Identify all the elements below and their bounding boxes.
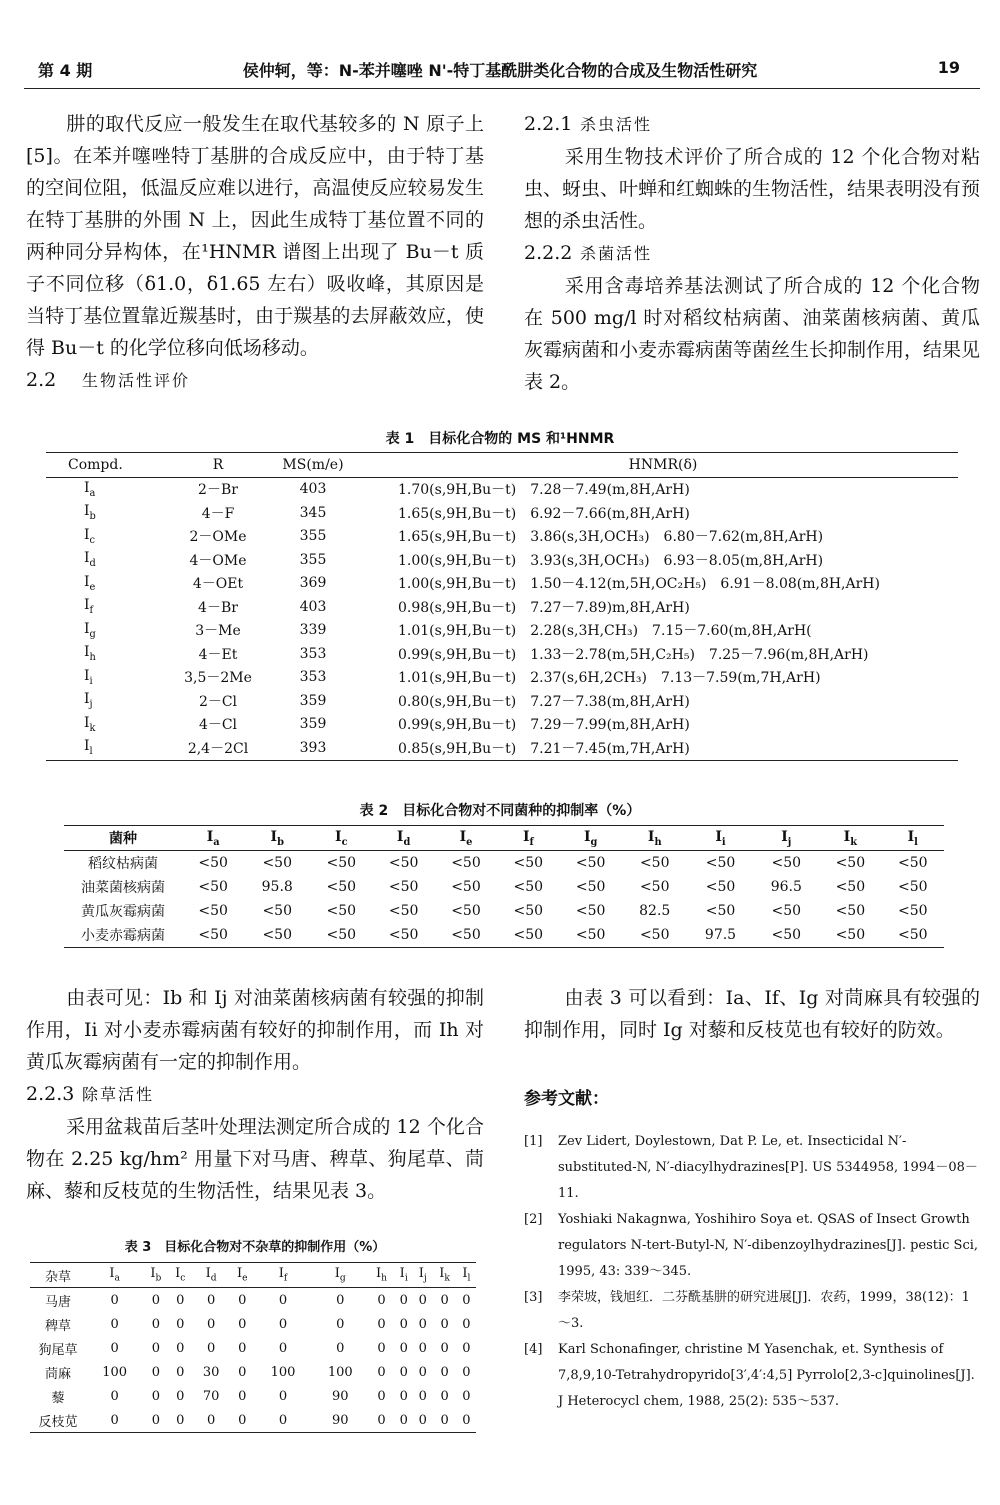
table1-header: Compd. bbox=[68, 456, 123, 473]
table1-header: HNMR(δ) bbox=[628, 456, 698, 473]
table1-caption: 表 1 目标化合物的 MS 和¹HNMR bbox=[385, 431, 615, 447]
table1-cell: $I_b$ bbox=[84, 503, 96, 523]
table3-cell: 0 bbox=[176, 1388, 185, 1404]
table3-cell: 90 bbox=[331, 1412, 349, 1428]
table1 bbox=[46, 452, 958, 761]
table2-header: $I_c$ bbox=[335, 828, 348, 848]
table1-header: R bbox=[212, 456, 224, 473]
table2-cell: <50 bbox=[835, 903, 866, 919]
table3-cell: 0 bbox=[278, 1340, 288, 1356]
right-column-bottom bbox=[524, 982, 980, 1415]
table1-row bbox=[46, 713, 958, 737]
table3-cell: 0 bbox=[151, 1364, 160, 1380]
table2-cell: <50 bbox=[897, 855, 928, 871]
table1-cell: 359 bbox=[299, 716, 327, 733]
table3-cell: 稗草 bbox=[44, 1318, 71, 1334]
table3-cell: 0 bbox=[377, 1316, 386, 1332]
table3-cell: 0 bbox=[206, 1412, 216, 1428]
table3-cell: 0 bbox=[151, 1388, 160, 1404]
table3-cell: 100 bbox=[102, 1364, 128, 1380]
table2-cell: <50 bbox=[897, 927, 928, 943]
table3-header: $I_a$ bbox=[109, 1266, 120, 1284]
fungicidal-discussion: 由表可见：Ib 和 Ij 对油菜菌核病菌有较强的抑制作用，Ii 对小麦赤霉病菌有较好的抑制作用，而 Ih 对黄瓜灰霉病菌有一定的抑制作用。 bbox=[26, 987, 484, 1073]
table1-cell: 0.80(s,9H,Bu－t) 7.27－7.38(m,8H,ArH) bbox=[398, 693, 690, 710]
table1-cell: 4－OEt bbox=[192, 576, 244, 593]
table2-cell: <50 bbox=[771, 927, 802, 943]
table2-row bbox=[64, 851, 944, 876]
table2-cell: <50 bbox=[513, 903, 544, 919]
table1-cell: 1.70(s,9H,Bu－t) 7.28－7.49(m,8H,ArH) bbox=[398, 482, 690, 499]
table3-cell: 0 bbox=[336, 1340, 345, 1356]
table2-cell: <50 bbox=[835, 855, 866, 871]
table1-row bbox=[46, 689, 958, 713]
table3-cell: 0 bbox=[418, 1388, 427, 1404]
table3-cell: 狗尾草 bbox=[38, 1342, 78, 1358]
table3-cell: 0 bbox=[462, 1412, 471, 1428]
table1-cell: 353 bbox=[299, 645, 327, 662]
table2-cell: <50 bbox=[575, 855, 606, 871]
reference-text: Zev Lidert, Doylestown, Dat P. Le, et. Insecticidal N′-substituted-N, N′-diacylhydrazines[P]. US 5344958, 1994－08－11. bbox=[558, 1134, 978, 1201]
table3-cell: 0 bbox=[399, 1388, 408, 1404]
table2-header: $I_f$ bbox=[522, 828, 534, 848]
table2-header: $I_a$ bbox=[206, 828, 220, 848]
table3-cell: 100 bbox=[327, 1364, 353, 1380]
table1-cell: $I_l$ bbox=[84, 738, 93, 758]
table3-cell: 0 bbox=[418, 1316, 427, 1332]
table3-cell: 0 bbox=[110, 1316, 119, 1332]
table3-cell: 0 bbox=[440, 1364, 449, 1380]
table3-cell: 马唐 bbox=[44, 1294, 71, 1310]
table2-header: $I_d$ bbox=[396, 828, 411, 848]
table2 bbox=[64, 825, 944, 948]
table1-cell: $I_k$ bbox=[84, 714, 96, 734]
left-column-bottom bbox=[26, 982, 484, 1207]
header-rule bbox=[24, 88, 980, 89]
table2-cell: <50 bbox=[513, 927, 544, 943]
table2-header: $I_k$ bbox=[843, 828, 858, 848]
table2-cell: <50 bbox=[451, 903, 481, 919]
table1-row bbox=[46, 525, 958, 549]
table2-cell: <50 bbox=[575, 927, 606, 943]
table3-cell: 0 bbox=[278, 1292, 288, 1308]
table1-cell: 2－OMe bbox=[189, 529, 247, 546]
table2-cell: <50 bbox=[198, 879, 228, 895]
table1-cell: 403 bbox=[299, 481, 327, 498]
table3-header: 杂草 bbox=[44, 1269, 71, 1285]
table1-header: MS(m/e) bbox=[282, 456, 344, 473]
table2-header: $I_g$ bbox=[583, 828, 598, 848]
table2-cell: <50 bbox=[513, 879, 544, 895]
table3-cell: 0 bbox=[278, 1316, 288, 1332]
table3-cell: 0 bbox=[151, 1292, 160, 1308]
table2-cell: 82.5 bbox=[639, 903, 671, 919]
table3-row bbox=[30, 1384, 476, 1408]
reference-item bbox=[524, 1285, 980, 1337]
reference-number: [3] bbox=[524, 1290, 543, 1305]
table1-cell: 4－Br bbox=[198, 599, 238, 616]
table3-cell: 0 bbox=[336, 1316, 345, 1332]
table1-cell: $I_c$ bbox=[84, 526, 96, 546]
table3-header: $I_d$ bbox=[205, 1266, 217, 1284]
table1-cell: $I_a$ bbox=[84, 479, 96, 499]
table2-cell: 油菜菌核病菌 bbox=[81, 880, 165, 896]
table3-cell: 0 bbox=[399, 1316, 408, 1332]
reference-number: [4] bbox=[524, 1342, 543, 1357]
table2-header: $I_i$ bbox=[715, 828, 726, 848]
table3-cell: 0 bbox=[151, 1340, 160, 1356]
table1-cell: 2,4－2Cl bbox=[187, 740, 249, 757]
table2-cell: <50 bbox=[388, 855, 419, 871]
table3-header: $I_b$ bbox=[150, 1266, 162, 1284]
table3-cell: 0 bbox=[418, 1364, 427, 1380]
reference-item bbox=[524, 1207, 980, 1285]
table3-cell: 0 bbox=[238, 1292, 247, 1308]
reference-number: [2] bbox=[524, 1212, 543, 1227]
table2-row bbox=[64, 875, 944, 899]
table3-caption: 表 3 目标化合物对不杂草的抑制作用（%） bbox=[124, 1240, 386, 1255]
table3 bbox=[30, 1262, 476, 1433]
table1-cell: $I_d$ bbox=[84, 550, 96, 570]
running-title: 侯仲轲，等：N-苯并噻唑 N'-特丁基酰肼类化合物的合成及生物活性研究 bbox=[242, 61, 758, 80]
isomer-paragraph: 肼的取代反应一般发生在取代基较多的 N 原子上[5]。在苯并噻唑特丁基肼的合成反应中，由于特丁基的空间位阻，低温反应难以进行，高温使反应较易发生在特丁基肼的外围 N 上，因此生成特丁基位置不同的两种同分异构体，在¹HNMR 谱图上出现了 Bu－t 质子不同位移（δ1.0，δ1.65 左右）吸收峰，其原因是当特丁基位置靠近羰基时，由于羰基的去屏蔽效应，使得 Bu－t 的化学位移向低场移动。 bbox=[26, 113, 484, 359]
table3-cell: 0 bbox=[377, 1412, 386, 1428]
reference-text: Yoshiaki Nakagnwa, Yoshihiro Soya et. QSAS of Insect Growth regulators N-tert-Butyl-N, N′-dibenzoylhydrazines[J]. pestic Sci, 1995, 43: 339～345. bbox=[558, 1212, 979, 1279]
table1-cell: 355 bbox=[299, 528, 327, 545]
table1-row bbox=[46, 572, 958, 596]
table2-header: 菌种 bbox=[109, 831, 137, 847]
table1-cell: 355 bbox=[299, 551, 327, 568]
table1-cell: 3,5－2Me bbox=[184, 670, 252, 687]
reference-item bbox=[524, 1129, 980, 1207]
table2-cell: <50 bbox=[326, 927, 357, 943]
reference-number: [1] bbox=[524, 1134, 543, 1149]
table2-cell: <50 bbox=[326, 879, 357, 895]
table3-cell: 0 bbox=[418, 1340, 427, 1356]
insecticidal-paragraph: 采用生物技术评价了所合成的 12 个化合物对粘虫、蚜虫、叶蝉和红蜘蛛的生物活性，结果表明没有预想的杀虫活性。 bbox=[524, 146, 981, 232]
table3-cell: 0 bbox=[462, 1316, 471, 1332]
table1-cell: $I_j$ bbox=[84, 691, 93, 711]
table3-cell: 0 bbox=[176, 1364, 185, 1380]
table1-cell: 339 bbox=[299, 622, 327, 639]
table1-row bbox=[46, 501, 958, 525]
table1-cell: 1.01(s,9H,Bu－t) 2.37(s,6H,2CH₃) 7.13－7.59(m,7H,ArH) bbox=[398, 670, 821, 687]
table2-cell: <50 bbox=[835, 927, 866, 943]
table3-cell: 0 bbox=[462, 1340, 471, 1356]
table1-cell: 1.65(s,9H,Bu－t) 6.92－7.66(m,8H,ArH) bbox=[398, 505, 690, 522]
table3-row bbox=[30, 1336, 476, 1360]
table1-cell: 1.00(s,9H,Bu－t) 1.50－4.12(m,5H,OC₂H₅) 6.91－8.08(m,8H,ArH) bbox=[398, 576, 880, 593]
table3-cell: 0 bbox=[440, 1412, 449, 1428]
references-heading: 参考文献： bbox=[524, 1089, 609, 1109]
table3-row bbox=[30, 1408, 476, 1432]
table1-cell: 393 bbox=[299, 739, 327, 756]
reference-text: 李荣坡，钱旭红．二芬酰基肼的研究进展[J]．农药，1999，38(12)：1～3. bbox=[558, 1290, 970, 1331]
table2-header: $I_j$ bbox=[781, 828, 792, 848]
reference-list bbox=[524, 1129, 980, 1415]
table2-row bbox=[64, 899, 944, 923]
table3-cell: 0 bbox=[151, 1412, 160, 1428]
table2-cell: 97.5 bbox=[704, 927, 737, 943]
table3-cell: 0 bbox=[110, 1388, 119, 1404]
table3-cell: 0 bbox=[399, 1412, 408, 1428]
table2-cell: <50 bbox=[705, 903, 736, 919]
table1-cell: 0.85(s,9H,Bu－t) 7.21－7.45(m,7H,ArH) bbox=[398, 740, 690, 757]
table2-cell: 小麦赤霉病菌 bbox=[81, 928, 165, 944]
table3-cell: 反枝苋 bbox=[38, 1414, 78, 1430]
table1-cell: 4－F bbox=[201, 505, 235, 522]
table3-cell: 0 bbox=[238, 1388, 247, 1404]
table1-row bbox=[46, 736, 958, 760]
table3-cell: 0 bbox=[206, 1292, 216, 1308]
table3-cell: 0 bbox=[110, 1412, 119, 1428]
table2-cell: <50 bbox=[705, 855, 736, 871]
table3-cell: 0 bbox=[418, 1292, 427, 1308]
table3-row bbox=[30, 1288, 476, 1313]
table2-cell: <50 bbox=[451, 855, 481, 871]
table2-cell: 95.8 bbox=[261, 879, 293, 895]
table1-cell: 369 bbox=[299, 575, 327, 592]
table3-cell: 0 bbox=[206, 1316, 216, 1332]
table2-cell: <50 bbox=[575, 903, 606, 919]
table2-cell: <50 bbox=[326, 855, 357, 871]
table3-header: $I_h$ bbox=[376, 1266, 387, 1284]
section-2-2-heading bbox=[26, 364, 484, 397]
table2-caption: 表 2 目标化合物对不同菌种的抑制率（%） bbox=[359, 803, 641, 819]
section-2-2-1-heading: 2.2.1 杀虫活性 bbox=[524, 113, 653, 135]
fungicidal-paragraph: 采用含毒培养基法测试了所合成的 12 个化合物在 500 mg/l 时对稻纹枯病菌、油菜菌核病菌、黄瓜灰霉病菌和小麦赤霉病菌等菌丝生长抑制作用，结果见表 2。 bbox=[524, 275, 981, 393]
table3-cell: 0 bbox=[238, 1364, 247, 1380]
table3-header: $I_l$ bbox=[462, 1266, 471, 1284]
table3-cell: 0 bbox=[440, 1292, 449, 1308]
table3-cell: 90 bbox=[331, 1388, 349, 1404]
table1-cell: 4－Cl bbox=[198, 717, 238, 734]
issue-number: 第 4 期 bbox=[38, 61, 93, 80]
table1-cell: 3－Me bbox=[195, 623, 241, 640]
table2-cell: <50 bbox=[198, 903, 228, 919]
table3-row bbox=[30, 1360, 476, 1384]
table3-cell: 0 bbox=[377, 1364, 386, 1380]
table3-cell: 0 bbox=[377, 1340, 386, 1356]
table2-cell: <50 bbox=[388, 927, 419, 943]
table3-header: $I_g$ bbox=[334, 1266, 346, 1284]
herbicidal-paragraph: 采用盆栽苗后茎叶处理法测定所合成的 12 个化合物在 2.25 kg/hm² 用量下对马唐、稗草、狗尾草、茼麻、藜和反枝苋的生物活性，结果见表 3。 bbox=[26, 1116, 484, 1202]
table3-header: $I_j$ bbox=[418, 1266, 427, 1284]
table3-cell: 0 bbox=[176, 1292, 185, 1308]
table3-cell: 0 bbox=[462, 1292, 471, 1308]
table2-cell: <50 bbox=[835, 879, 866, 895]
table3-header: $I_c$ bbox=[175, 1266, 186, 1284]
table3-cell: 藜 bbox=[51, 1390, 65, 1406]
table3-cell: 0 bbox=[278, 1388, 288, 1404]
table3-cell: 0 bbox=[462, 1364, 471, 1380]
table3-cell: 70 bbox=[202, 1388, 220, 1404]
table3-header: $I_k$ bbox=[439, 1266, 450, 1284]
table1-cell: $I_i$ bbox=[84, 667, 93, 687]
table1-row bbox=[46, 477, 958, 501]
table3-cell: 0 bbox=[176, 1412, 185, 1428]
reference-text: Karl Schonafinger, christine M Yasenchak, et. Synthesis of 7,8,9,10-Tetrahydropyrido[3′,4′:4,5] Pyrrolo[2,3-c]quinolines[J]. J Heterocycl chem, 1988, 25(2): 535～537. bbox=[558, 1342, 975, 1409]
table3-header: $I_f$ bbox=[278, 1266, 288, 1284]
table2-cell: 黄瓜灰霉病菌 bbox=[81, 904, 165, 920]
table1-row bbox=[46, 619, 958, 643]
table2-cell: <50 bbox=[639, 855, 670, 871]
table1-cell: 403 bbox=[299, 598, 327, 615]
table1-cell: 1.00(s,9H,Bu－t) 3.93(s,3H,OCH₃) 6.93－8.05(m,8H,ArH) bbox=[398, 552, 824, 569]
table1-cell: 359 bbox=[299, 692, 327, 709]
table2-cell: <50 bbox=[326, 903, 357, 919]
table2-cell: <50 bbox=[198, 927, 228, 943]
table3-cell: 0 bbox=[377, 1388, 386, 1404]
table2-cell: <50 bbox=[388, 903, 419, 919]
table3-cell: 0 bbox=[399, 1340, 408, 1356]
table1-cell: 4－Et bbox=[198, 646, 238, 663]
table1-row bbox=[46, 666, 958, 690]
table2-cell: <50 bbox=[262, 903, 292, 919]
table3-cell: 0 bbox=[238, 1412, 247, 1428]
table2-header: $I_b$ bbox=[270, 828, 284, 848]
table1-row bbox=[46, 642, 958, 666]
table3-header: $I_i$ bbox=[399, 1266, 408, 1284]
right-column-top bbox=[524, 108, 980, 398]
table1-cell: $I_g$ bbox=[84, 620, 96, 640]
table1-cell: $I_e$ bbox=[84, 573, 96, 593]
table3-cell: 0 bbox=[278, 1412, 288, 1428]
reference-item bbox=[524, 1337, 980, 1415]
table1-row bbox=[46, 595, 958, 619]
left-column-top bbox=[26, 108, 484, 397]
table3-header: $I_e$ bbox=[237, 1266, 248, 1284]
table1-cell: 0.99(s,9H,Bu－t) 1.33－2.78(m,5H,C₂H₅) 7.25－7.96(m,8H,ArH) bbox=[398, 646, 869, 663]
table2-cell: <50 bbox=[198, 855, 228, 871]
section-title: 生物活性评价 bbox=[82, 371, 191, 390]
table2-cell: <50 bbox=[388, 879, 419, 895]
table1-cell: 1.01(s,9H,Bu－t) 2.28(s,3H,CH₃) 7.15－7.60(m,8H,ArH( bbox=[398, 623, 812, 640]
table2-cell: <50 bbox=[513, 855, 544, 871]
table3-cell: 0 bbox=[110, 1292, 119, 1308]
table1-cell: $I_h$ bbox=[84, 644, 96, 664]
table2-row bbox=[64, 923, 944, 947]
table3-cell: 0 bbox=[462, 1388, 471, 1404]
table2-cell: <50 bbox=[262, 855, 292, 871]
table3-cell: 0 bbox=[238, 1316, 247, 1332]
table2-cell: <50 bbox=[897, 903, 928, 919]
page-number: 19 bbox=[937, 58, 960, 77]
table2-cell: <50 bbox=[262, 927, 292, 943]
table3-cell: 0 bbox=[399, 1364, 408, 1380]
table3-cell: 0 bbox=[377, 1292, 386, 1308]
table1-cell: 4－OMe bbox=[189, 552, 247, 569]
table3-cell: 0 bbox=[238, 1340, 247, 1356]
table2-cell: 96.5 bbox=[770, 879, 802, 895]
table1-cell: $I_f$ bbox=[84, 597, 94, 617]
table3-cell: 0 bbox=[110, 1340, 119, 1356]
table1-cell: 1.65(s,9H,Bu－t) 3.86(s,3H,OCH₃) 6.80－7.62(m,8H,ArH) bbox=[398, 529, 824, 546]
section-number: 2.2 bbox=[26, 369, 57, 391]
table1-cell: 345 bbox=[299, 504, 327, 521]
table2-header: $I_l$ bbox=[907, 828, 918, 848]
table3-cell: 0 bbox=[176, 1316, 185, 1332]
table3-cell: 0 bbox=[440, 1340, 449, 1356]
table3-cell: 30 bbox=[202, 1364, 220, 1380]
table2-cell: <50 bbox=[639, 927, 670, 943]
table2-header: $I_h$ bbox=[647, 828, 662, 848]
table2-cell: <50 bbox=[575, 879, 606, 895]
table2-cell: <50 bbox=[897, 879, 928, 895]
table3-cell: 0 bbox=[440, 1316, 449, 1332]
table2-cell: <50 bbox=[639, 879, 670, 895]
table1-cell: 353 bbox=[299, 669, 327, 686]
table2-cell: 稻纹枯病菌 bbox=[88, 856, 158, 872]
table1-cell: 0.98(s,9H,Bu－t) 7.27－7.89)m,8H,ArH) bbox=[398, 599, 690, 616]
section-2-2-2-heading: 2.2.2 杀菌活性 bbox=[524, 242, 653, 264]
table3-cell: 0 bbox=[336, 1292, 345, 1308]
table1-cell: 0.99(s,9H,Bu－t) 7.29－7.99(m,8H,ArH) bbox=[398, 717, 690, 734]
table3-cell: 0 bbox=[176, 1340, 185, 1356]
table3-cell: 0 bbox=[440, 1388, 449, 1404]
table2-cell: <50 bbox=[451, 879, 481, 895]
table1-cell: 2－Br bbox=[198, 482, 238, 499]
table2-cell: <50 bbox=[451, 927, 481, 943]
herbicidal-discussion: 由表 3 可以看到：Ia、If、Ig 对茼麻具有较强的抑制作用，同时 Ig 对藜和反枝苋也有较好的防效。 bbox=[524, 987, 980, 1041]
table3-row bbox=[30, 1312, 476, 1336]
table3-cell: 0 bbox=[206, 1340, 216, 1356]
table1-cell: 2－Cl bbox=[198, 693, 238, 710]
table3-cell: 茼麻 bbox=[44, 1366, 71, 1382]
table3-cell: 100 bbox=[270, 1364, 296, 1380]
table1-row bbox=[46, 548, 958, 572]
table2-header: $I_e$ bbox=[459, 828, 473, 848]
table3-cell: 0 bbox=[399, 1292, 408, 1308]
table2-cell: <50 bbox=[705, 879, 736, 895]
table2-cell: <50 bbox=[771, 903, 802, 919]
table2-cell: <50 bbox=[771, 855, 802, 871]
table3-cell: 0 bbox=[418, 1412, 427, 1428]
section-2-2-3-heading: 2.2.3 除草活性 bbox=[26, 1083, 155, 1105]
table3-cell: 0 bbox=[151, 1316, 160, 1332]
